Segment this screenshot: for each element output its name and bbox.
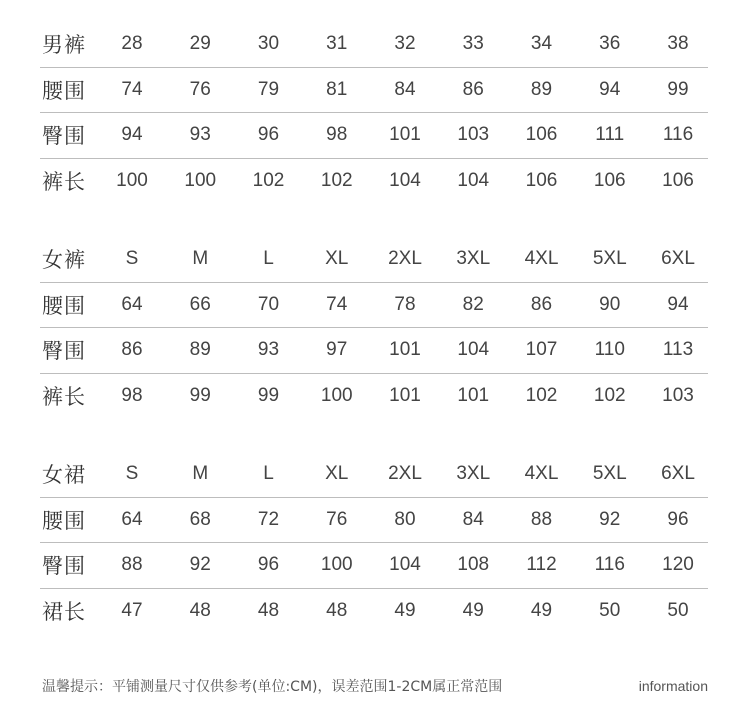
table-cell: 94 xyxy=(121,124,143,146)
table-cell: 89 xyxy=(189,339,211,361)
row-label: 臀围 xyxy=(42,124,86,149)
table-cell: 6XL xyxy=(661,463,695,485)
table-cell: 48 xyxy=(189,600,211,622)
table-cell: 48 xyxy=(257,600,280,622)
table-cell: 94 xyxy=(667,293,689,315)
row-label: 臀围 xyxy=(42,339,86,364)
table-cell: 76 xyxy=(326,508,348,530)
table-cell: 32 xyxy=(394,33,416,55)
table-cell: L xyxy=(263,463,274,485)
table-cell: 4XL xyxy=(524,463,559,485)
table-cell: 102 xyxy=(320,170,353,192)
table-cell: L xyxy=(263,248,274,270)
table-cell: 64 xyxy=(121,293,143,315)
table-cell: 106 xyxy=(525,124,558,146)
table-cell: 80 xyxy=(394,508,416,530)
table-row xyxy=(40,589,708,635)
table-cell: 92 xyxy=(599,508,621,530)
size-table-womens-skirt xyxy=(40,452,708,634)
table-cell: XL xyxy=(325,248,349,270)
table-cell: 74 xyxy=(326,293,348,315)
table-cell: 3XL xyxy=(456,248,491,270)
table-cell: 90 xyxy=(599,293,621,315)
table-cell: 81 xyxy=(326,78,348,100)
table-cell: 93 xyxy=(189,124,211,146)
row-label: 女裙 xyxy=(42,463,86,488)
measurement-note: 温馨提示：平铺测量尺寸仅供参考(单位:CM)，误差范围1-2CM属正常范围 xyxy=(42,679,503,695)
table-row xyxy=(40,374,708,420)
table-cell: 66 xyxy=(189,293,211,315)
table-cell: 99 xyxy=(189,385,211,407)
table-cell: 84 xyxy=(394,78,416,100)
table-cell: 82 xyxy=(462,293,484,315)
row-label: 裤长 xyxy=(42,170,86,195)
table-cell: M xyxy=(192,463,209,485)
table-cell: 64 xyxy=(121,508,143,530)
table-cell: XL xyxy=(325,463,349,485)
row-label: 腰围 xyxy=(42,508,86,533)
table-cell: 96 xyxy=(257,554,280,576)
table-row xyxy=(40,237,708,283)
table-cell: 5XL xyxy=(592,248,627,270)
table-cell: 50 xyxy=(667,600,689,622)
table-cell: 89 xyxy=(530,78,553,100)
table-cell: 112 xyxy=(526,554,557,576)
table-cell: 99 xyxy=(257,385,280,407)
table-cell: 104 xyxy=(389,554,421,576)
row-label: 女裤 xyxy=(42,248,86,273)
table-cell: 28 xyxy=(121,33,143,55)
table-cell: 98 xyxy=(326,124,348,146)
table-cell: 30 xyxy=(257,33,280,55)
table-cell: 104 xyxy=(389,170,421,192)
table-cell: 2XL xyxy=(388,463,422,485)
table-cell: 88 xyxy=(121,554,143,576)
table-cell: 79 xyxy=(257,78,280,100)
table-cell: 111 xyxy=(595,124,625,146)
table-cell: 70 xyxy=(257,293,280,315)
table-cell: 101 xyxy=(389,385,421,407)
table-cell: 78 xyxy=(394,293,416,315)
size-table-mens-pants xyxy=(40,22,708,204)
table-cell: 102 xyxy=(525,385,558,407)
table-cell: 74 xyxy=(121,78,143,100)
information-label: information xyxy=(638,678,708,694)
table-cell: 49 xyxy=(394,600,416,622)
row-label: 腰围 xyxy=(42,293,86,318)
table-cell: S xyxy=(125,463,139,485)
table-cell: 48 xyxy=(326,600,348,622)
table-cell: 50 xyxy=(599,600,621,622)
table-row xyxy=(40,22,708,68)
table-cell: 49 xyxy=(462,600,484,622)
row-label: 裤长 xyxy=(42,385,86,410)
table-cell: 103 xyxy=(662,385,694,407)
table-row xyxy=(40,283,708,329)
table-cell: 120 xyxy=(662,554,694,576)
table-cell: 106 xyxy=(593,170,626,192)
table-cell: 99 xyxy=(667,78,689,100)
table-cell: 96 xyxy=(257,124,280,146)
table-cell: 93 xyxy=(257,339,280,361)
table-cell: 101 xyxy=(457,385,490,407)
size-table-womens-pants xyxy=(40,237,708,419)
table-cell: 4XL xyxy=(524,248,559,270)
table-cell: 102 xyxy=(252,170,285,192)
table-cell: 104 xyxy=(457,339,490,361)
table-cell: 33 xyxy=(462,33,484,55)
table-cell: 116 xyxy=(662,124,694,146)
table-cell: 94 xyxy=(599,78,621,100)
table-cell: 72 xyxy=(257,508,280,530)
table-cell: 100 xyxy=(320,385,353,407)
table-cell: 103 xyxy=(457,124,490,146)
table-cell: 76 xyxy=(189,78,211,100)
table-cell: M xyxy=(192,248,209,270)
table-cell: 31 xyxy=(326,33,348,55)
table-cell: 68 xyxy=(189,508,211,530)
table-cell: 47 xyxy=(121,600,143,622)
table-cell: 34 xyxy=(530,33,553,55)
row-label: 裙长 xyxy=(42,600,86,625)
table-cell: 106 xyxy=(525,170,558,192)
table-cell: 100 xyxy=(320,554,353,576)
table-cell: 84 xyxy=(462,508,484,530)
table-cell: 110 xyxy=(594,339,625,361)
table-cell: 86 xyxy=(121,339,143,361)
table-cell: 6XL xyxy=(661,248,695,270)
table-cell: 2XL xyxy=(388,248,422,270)
table-cell: 86 xyxy=(530,293,553,315)
table-cell: 113 xyxy=(662,339,694,361)
table-cell: 96 xyxy=(667,508,689,530)
table-cell: 108 xyxy=(457,554,490,576)
table-cell: 49 xyxy=(530,600,553,622)
table-cell: 3XL xyxy=(456,463,491,485)
table-cell: 102 xyxy=(593,385,626,407)
table-row xyxy=(40,113,708,159)
table-cell: 100 xyxy=(116,170,148,192)
row-label: 臀围 xyxy=(42,554,86,579)
table-cell: 86 xyxy=(462,78,484,100)
table-cell: 101 xyxy=(389,124,421,146)
table-cell: 104 xyxy=(457,170,490,192)
table-cell: 116 xyxy=(594,554,625,576)
table-cell: 36 xyxy=(599,33,621,55)
table-row xyxy=(40,452,708,498)
table-cell: 107 xyxy=(525,339,558,361)
table-cell: 97 xyxy=(326,339,348,361)
table-cell: 38 xyxy=(667,33,689,55)
table-cell: 92 xyxy=(189,554,211,576)
table-row xyxy=(40,498,708,544)
table-cell: S xyxy=(125,248,139,270)
row-label: 腰围 xyxy=(42,78,86,103)
table-cell: 5XL xyxy=(592,463,627,485)
table-cell: 101 xyxy=(389,339,421,361)
row-label: 男裤 xyxy=(42,33,86,58)
table-cell: 100 xyxy=(184,170,217,192)
table-row xyxy=(40,328,708,374)
table-row xyxy=(40,543,708,589)
table-cell: 29 xyxy=(189,33,211,55)
table-row xyxy=(40,68,708,114)
table-row xyxy=(40,159,708,205)
table-cell: 98 xyxy=(121,385,143,407)
table-cell: 106 xyxy=(662,170,694,192)
table-cell: 88 xyxy=(530,508,553,530)
